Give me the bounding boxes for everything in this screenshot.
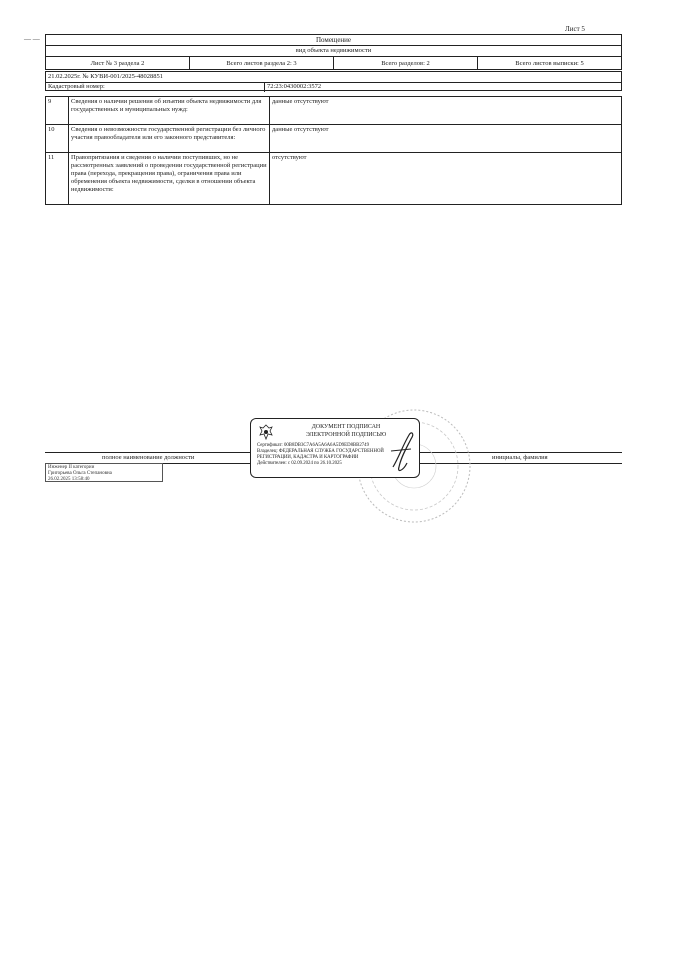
registrar-stamp	[45, 463, 163, 482]
row-number: 11	[46, 153, 69, 205]
row-value: данные отсутствуют	[270, 97, 622, 125]
sheet-counter-cell: Лист № 3 раздела 2	[46, 57, 190, 70]
row-number: 9	[46, 97, 69, 125]
row-description: Правопритязания и сведения о наличии поступивших, но не рассмотренных заявлений о проведении государственной регистрации права (перехода, прекращения права), ограничения права или обременения объекта недвижимости, сделки в отношении объекта недвижимости:	[69, 153, 270, 205]
cadastral-label: Кадастровый номер:	[48, 83, 105, 90]
registrar-position: Инженер II категории	[48, 465, 95, 470]
handwritten-signature-icon	[389, 427, 417, 475]
esign-title	[291, 423, 401, 439]
sheet-counter-cell: Всего листов раздела 2: 3	[190, 57, 334, 70]
coat-of-arms-icon	[257, 423, 275, 441]
table-row	[46, 153, 622, 205]
esign-certificate: Сертификат: 00B8DB3C7A6A5A6A6A5D9ED8BB2749	[257, 443, 369, 448]
sheet-counters	[46, 57, 621, 70]
registrar-name: Григорьева Ольга Степановна	[48, 471, 112, 476]
object-title: Помещение	[46, 35, 621, 46]
table-row	[46, 125, 622, 153]
registrar-timestamp: 26.02.2025 13:58:40	[48, 477, 90, 482]
row-value: отсутствуют	[270, 153, 622, 205]
extract-info	[45, 71, 622, 91]
document-header	[45, 34, 622, 70]
row-description: Сведения о наличии решения об изъятии объекта недвижимости для государственных и муниципальных нужд:	[69, 97, 270, 125]
electronic-signature-stamp	[250, 418, 420, 478]
object-kind: вид объекта недвижимости	[46, 46, 621, 57]
sheet-number: Лист 5	[565, 25, 585, 33]
position-label: полное наименование должности	[102, 454, 195, 461]
esign-owner: Владелец: ФЕДЕРАЛЬНАЯ СЛУЖБА ГОСУДАРСТВЕННОЙ	[257, 449, 384, 454]
esign-title-line1: ДОКУМЕНТ ПОДПИСАН	[311, 424, 381, 430]
sheet-counter-cell: Всего листов выписки: 5	[515, 60, 584, 67]
cadastral-value: 72:23:0430002:3572	[264, 82, 623, 92]
esign-details	[257, 443, 407, 467]
esign-owner-cont: РЕГИСТРАЦИИ, КАДАСТРА И КАРТОГРАФИИ	[257, 455, 359, 460]
extract-date-number: 21.02.2025г. № КУВИ-001/2025-48028851	[48, 73, 163, 80]
table-row	[46, 97, 622, 125]
row-description: Сведения о невозможности государственной регистрации без личного участия правообладателя или его законного представителя:	[69, 125, 270, 153]
sheet-counter-cell: Всего разделов: 2	[334, 57, 478, 70]
margin-marks: — —	[24, 35, 40, 43]
row-value: данные отсутствуют	[270, 125, 622, 153]
row-number: 10	[46, 125, 69, 153]
details-table	[45, 96, 622, 205]
esign-title-line2: ЭЛЕКТРОННОЙ ПОДПИСЬЮ	[305, 432, 387, 438]
name-label: инициалы, фамилия	[492, 454, 548, 461]
esign-validity: Действителен: с 02.09.2024 по 26.10.2025	[257, 461, 342, 466]
